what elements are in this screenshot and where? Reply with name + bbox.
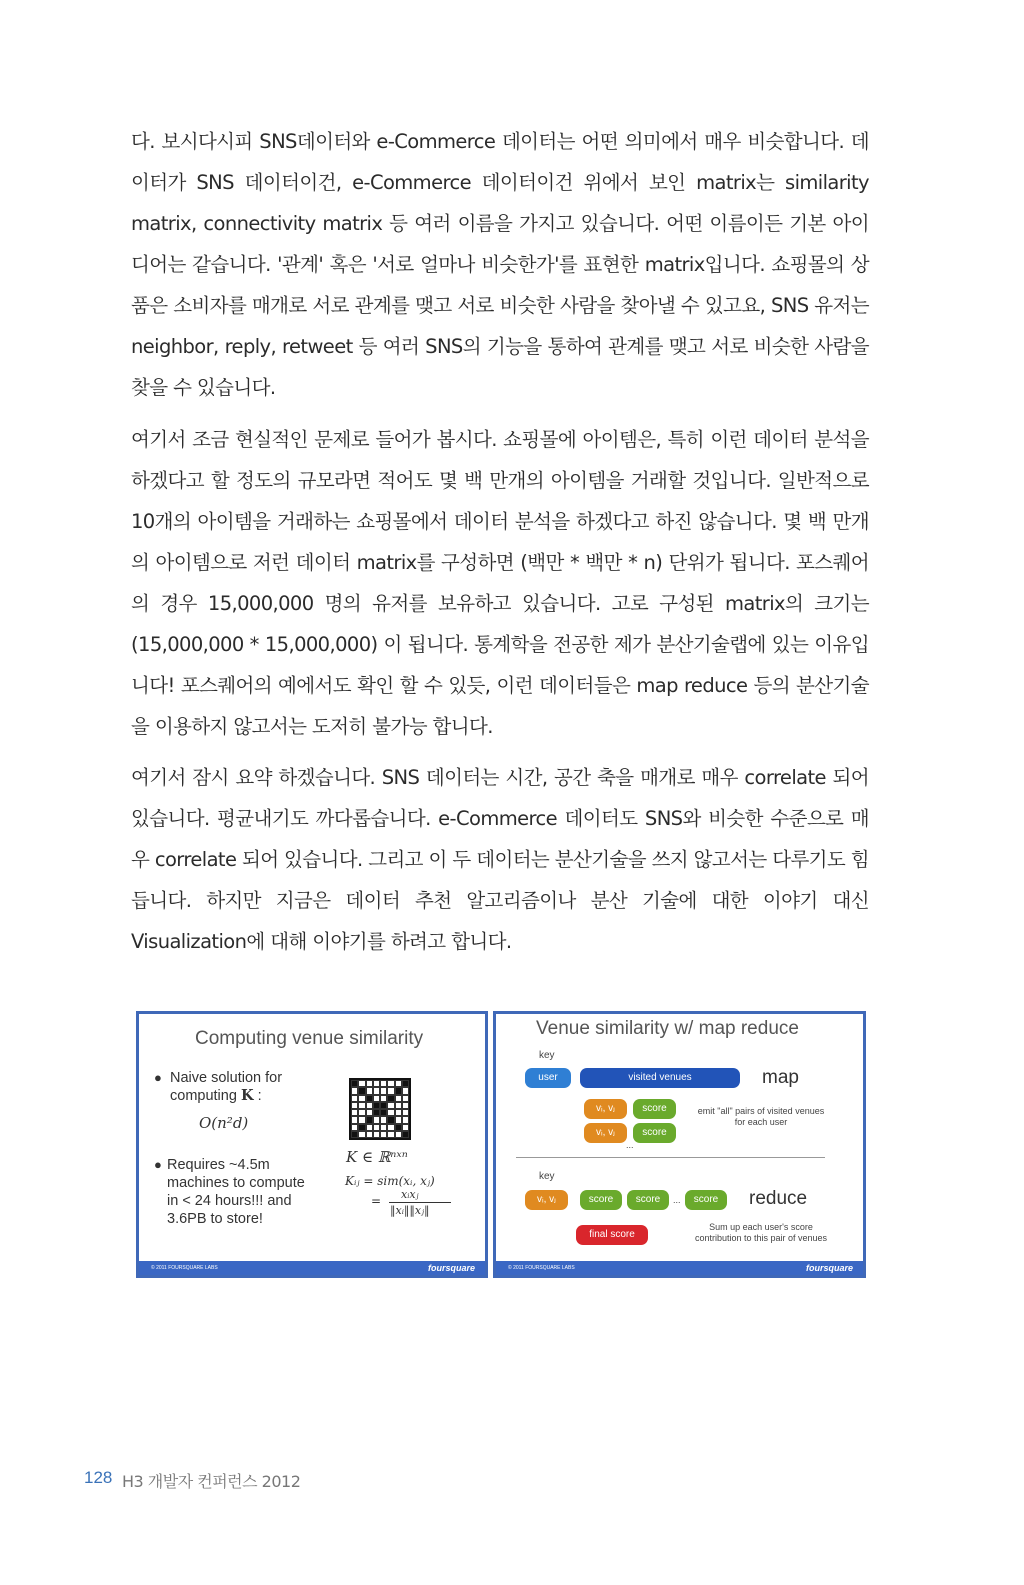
final-score-pill: final score bbox=[576, 1225, 648, 1245]
bullet-icon: ● bbox=[154, 1157, 162, 1172]
formula-equals: = bbox=[371, 1194, 382, 1208]
visited-venues-pill: visited venues bbox=[580, 1068, 740, 1088]
matrix-symbol: K bbox=[240, 1087, 254, 1104]
foursquare-logo: foursquare bbox=[427, 1263, 475, 1273]
key-label: key bbox=[539, 1171, 555, 1182]
body-paragraph-2: 여기서 조금 현실적인 문제로 들어가 봅시다. 쇼핑몰에 아이템은, 특히 이런 데이터 분석을 하겠다고 할 정도의 규모라면 적어도 몇 백 만개의 아이템을 거래할 것입니다. 일반적으로 10개의 아이템을 거래하는 쇼핑몰에서 데이터 분석을 하겠다고 하진 않습니다. 몇 백 만개의 아이템으로 저런 데이터 matrix를 구성하면 (백만 * 백만 * n) 단위가 됩니다. 포스퀘어의 경우 15,000,000 명의 유저를 보유하고 있습니다. 고로 구성된 matrix의 크기는 (15,000,000 * 15,000,000) 이 됩니다. 통계학을 전공한 제가 분산기술랩에 있는 이유입니다! 포스퀘어의 예에서도 확인 할 수 있듯, 이런 데이터들은 map reduce 등의 분산기술을 이용하지 않고서는 도저히 불가능 합니다. bbox=[131, 428, 869, 738]
key-label: key bbox=[539, 1050, 555, 1061]
footer-copyright: © 2011 FOURSQUARE LABS bbox=[508, 1265, 575, 1271]
slide-map-reduce bbox=[493, 1011, 866, 1278]
score-pill: score bbox=[685, 1190, 727, 1210]
score-pill: score bbox=[633, 1099, 676, 1119]
score-pill: score bbox=[627, 1190, 669, 1210]
fraction-numerator: xᵢxⱼ bbox=[401, 1188, 419, 1201]
bullet-line: 3.6PB to store! bbox=[167, 1211, 263, 1227]
slide-footer bbox=[139, 1261, 485, 1275]
slide-computing-venue-similarity bbox=[136, 1011, 488, 1278]
ellipsis: ... bbox=[673, 1195, 681, 1205]
emit-note bbox=[686, 1106, 836, 1128]
colon: : bbox=[253, 1088, 262, 1104]
body-paragraph-1: 다. 보시다시피 SNS데이터와 e-Commerce 데이터는 어떤 의미에서 매우 비슷합니다. 데이터가 SNS 데이터이건, e-Commerce 데이터이건 위에서 보인 matrix는 similarity matrix, connectivity matrix 등 여러 이름을 가지고 있습니다. 어떤 이름이든 기본 아이디어는 같습니다. '관계' 혹은 '서로 얼마나 비슷한가'를 표현한 matrix입니다. 쇼핑몰의 상품은 소비자를 매개로 서로 관계를 맺고 서로 비슷한 사람을 찾아낼 수 있고요, SNS 유저는 neighbor, reply, retweet 등 여러 SNS의 기능을 통하여 관계를 맺고 서로 비슷한 사람을 찾을 수 있습니다. bbox=[131, 130, 869, 399]
note-line: for each user bbox=[734, 1117, 788, 1127]
foursquare-logo: foursquare bbox=[805, 1263, 853, 1273]
similarity-formula: Kᵢⱼ = sim(xᵢ, xⱼ) bbox=[345, 1174, 435, 1188]
score-pill: score bbox=[580, 1190, 622, 1210]
slide-title: Venue similarity w/ map reduce bbox=[536, 1018, 799, 1039]
bullet-line: computing bbox=[170, 1088, 241, 1104]
bullet-line: Naive solution for bbox=[170, 1070, 283, 1086]
matrix-definition: K ∈ ℝⁿˣⁿ bbox=[346, 1148, 408, 1166]
section-divider bbox=[516, 1157, 825, 1158]
fraction-denominator: ‖xᵢ‖‖xⱼ‖ bbox=[390, 1204, 430, 1217]
bullet-line: Requires ~4.5m bbox=[167, 1157, 270, 1173]
ellipsis: ... bbox=[626, 1140, 634, 1150]
slide-title: Computing venue similarity bbox=[195, 1028, 424, 1049]
bullet-text bbox=[167, 1156, 305, 1228]
slide-footer bbox=[496, 1261, 863, 1275]
footer-copyright: © 2011 FOURSQUARE LABS bbox=[151, 1265, 218, 1271]
bullet-text bbox=[170, 1069, 282, 1105]
venue-pair-pill: vᵢ, vⱼ bbox=[584, 1123, 627, 1143]
venue-pair-pill: vᵢ, vⱼ bbox=[525, 1190, 568, 1210]
complexity-formula: O(n²d) bbox=[199, 1114, 249, 1132]
map-label: map bbox=[762, 1067, 799, 1088]
reduce-label: reduce bbox=[749, 1188, 808, 1209]
note-line: contribution to this pair of venues bbox=[694, 1233, 828, 1243]
bullet-line: in < 24 hours!!! and bbox=[167, 1193, 292, 1209]
fraction-bar bbox=[389, 1202, 451, 1203]
bullet-icon: ● bbox=[154, 1070, 162, 1085]
note-line: emit "all" pairs of visited venues bbox=[697, 1106, 825, 1116]
body-paragraph-3: 여기서 잠시 요약 하겠습니다. SNS 데이터는 시간, 공간 축을 매개로 매우 correlate 되어 있습니다. 평균내기도 까다롭습니다. e-Commerce 데이터도 SNS와 비슷한 수준으로 매우 correlate 되어 있습니다. 그리고 이 두 데이터는 분산기술을 쓰지 않고서는 다루기도 힘듭니다. 하지만 지금은 데이터 추천 알고리즘이나 분산 기술에 대한 이야기 대신 Visualization에 대해 이야기를 하려고 합니다. bbox=[131, 766, 869, 953]
running-title: H3 개발자 컨퍼런스 2012 bbox=[122, 1472, 301, 1491]
bullet-line: machines to compute bbox=[167, 1175, 305, 1191]
sum-note bbox=[666, 1222, 856, 1244]
page-number: 128 bbox=[84, 1468, 113, 1487]
note-line: Sum up each user's score bbox=[709, 1222, 813, 1232]
matrix-grid-icon bbox=[349, 1078, 411, 1140]
venue-pair-pill: vᵢ, vⱼ bbox=[584, 1099, 627, 1119]
score-pill: score bbox=[633, 1123, 676, 1143]
user-pill: user bbox=[525, 1068, 571, 1088]
